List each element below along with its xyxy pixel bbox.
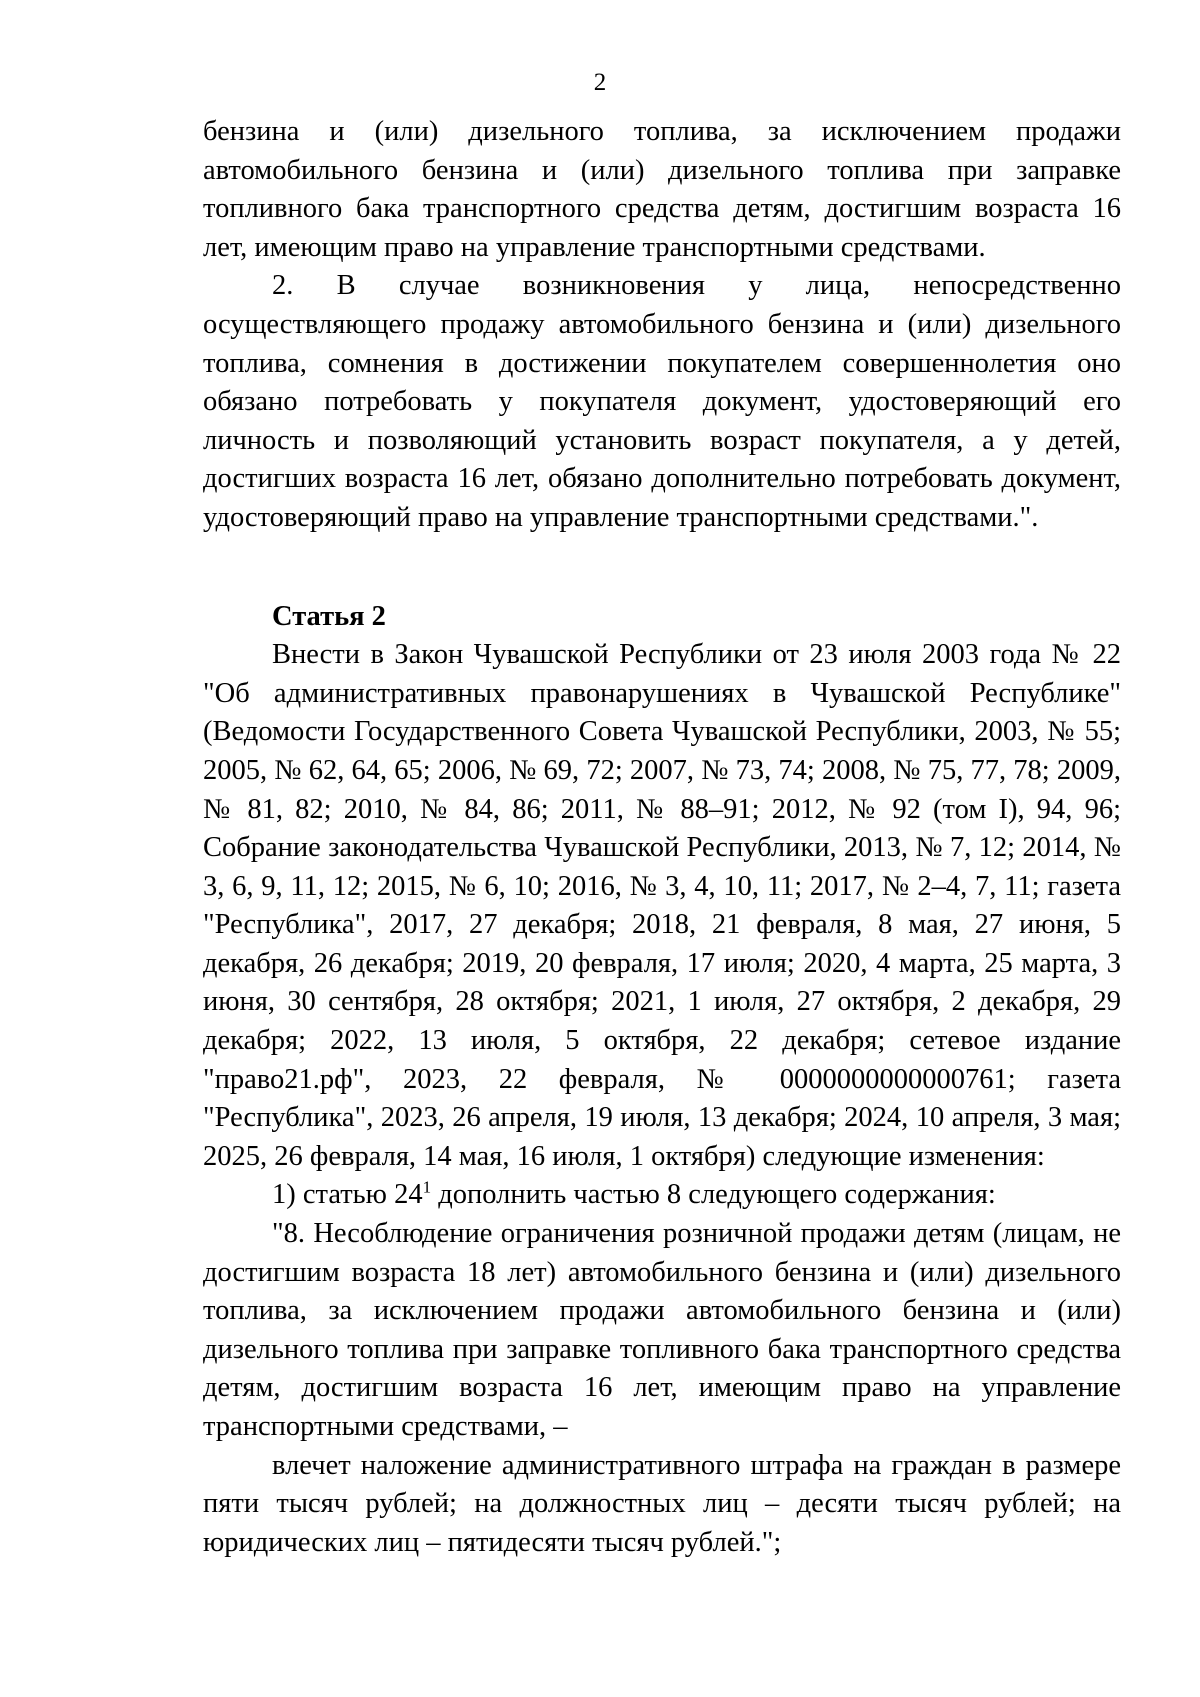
item-1-rest: дополнить частью 8 следующего содержания:	[431, 1179, 996, 1211]
item-1-text: 1) статью 24	[272, 1179, 423, 1211]
page-number: 2	[593, 69, 607, 96]
amendment-item-1	[203, 1176, 1121, 1215]
item-1-superscript: 1	[422, 1177, 432, 1197]
article-intro: Внести в Закон Чувашской Республики от 23 июля 2003 года № 22 "Об административных правонарушениях в Чувашской Республике" (Ведомости Государственного Совета Чувашской Республики, 2003, № 55; 2005, № 62, 64, 65; 2006, № 69, 72; 2007, № 73, 74; 2008, № 75, 77, 78; 2009, № 81, 82; 2010, № 84, 86; 2011, № 88–91; 2012, № 92 (том I), 94, 96; Собрание законодательства Чувашской Республики, 2013, № 7, 12; 2014, № 3, 6, 9, 11, 12; 2015, № 6, 10; 2016, № 3, 4, 10, 11; 2017, № 2–4, 7, 11; газета "Республика", 2017, 27 декабря; 2018, 21 февраля, 8 мая, 27 июня, 5 декабря, 26 декабря; 2019, 20 февраля, 17 июля; 2020, 4 марта, 25 марта, 3 июня, 30 сентября, 28 октября; 2021, 1 июля, 27 октября, 2 декабря, 29 декабря; 2022, 13 июля, 5 октября, 22 декабря; сетевое издание "право21.рф", 2023, 22 февраля, № 0000000000000761; газета "Республика", 2023, 26 апреля, 19 июля, 13 декабря; 2024, 10 апреля, 3 мая; 2025, 26 февраля, 14 мая, 16 июля, 1 октября) следующие изменения:	[203, 639, 1121, 1172]
amendment-penalty: влечет наложение административного штрафа на граждан в размере пяти тысяч рублей; на должностных лиц – десяти тысяч рублей; на юридических лиц – пятидесяти тысяч рублей.";	[203, 1449, 1121, 1558]
paragraph-continuation: бензина и (или) дизельного топлива, за исключением продажи автомобильного бензина и (или) дизельного топлива при заправке топливного бака транспортного средства детям, достигшим возраста 16 лет, имеющим право на управление транспортными средствами.	[203, 116, 1121, 263]
section-spacer	[203, 538, 1121, 598]
article-heading: Статья 2	[272, 600, 386, 632]
amendment-part-8: "8. Несоблюдение ограничения розничной продажи детям (лицам, не достигшим возраста 18 лет) автомобильного бензина и (или) дизельного топлива, за исключением продажи автомобильного бензина и (или) дизельного топлива при заправке топливного бака транспортного средства детям, достигшим возраста 16 лет, имеющим право на управление транспортными средствами, –	[203, 1218, 1121, 1442]
paragraph-part-2: 2. В случае возникновения у лица, непосредственно осуществляющего продажу автомобильного бензина и (или) дизельного топлива, сомнения в достижении покупателем совершеннолетия оно обязано потребовать у покупателя документ, удостоверяющий его личность и позволяющий установить возраст покупателя, а у детей, достигших возраста 16 лет, обязано дополнительно потребовать документ, удостоверяющий право на управление транспортными средствами.".	[203, 270, 1121, 533]
document-body	[203, 113, 1121, 1562]
